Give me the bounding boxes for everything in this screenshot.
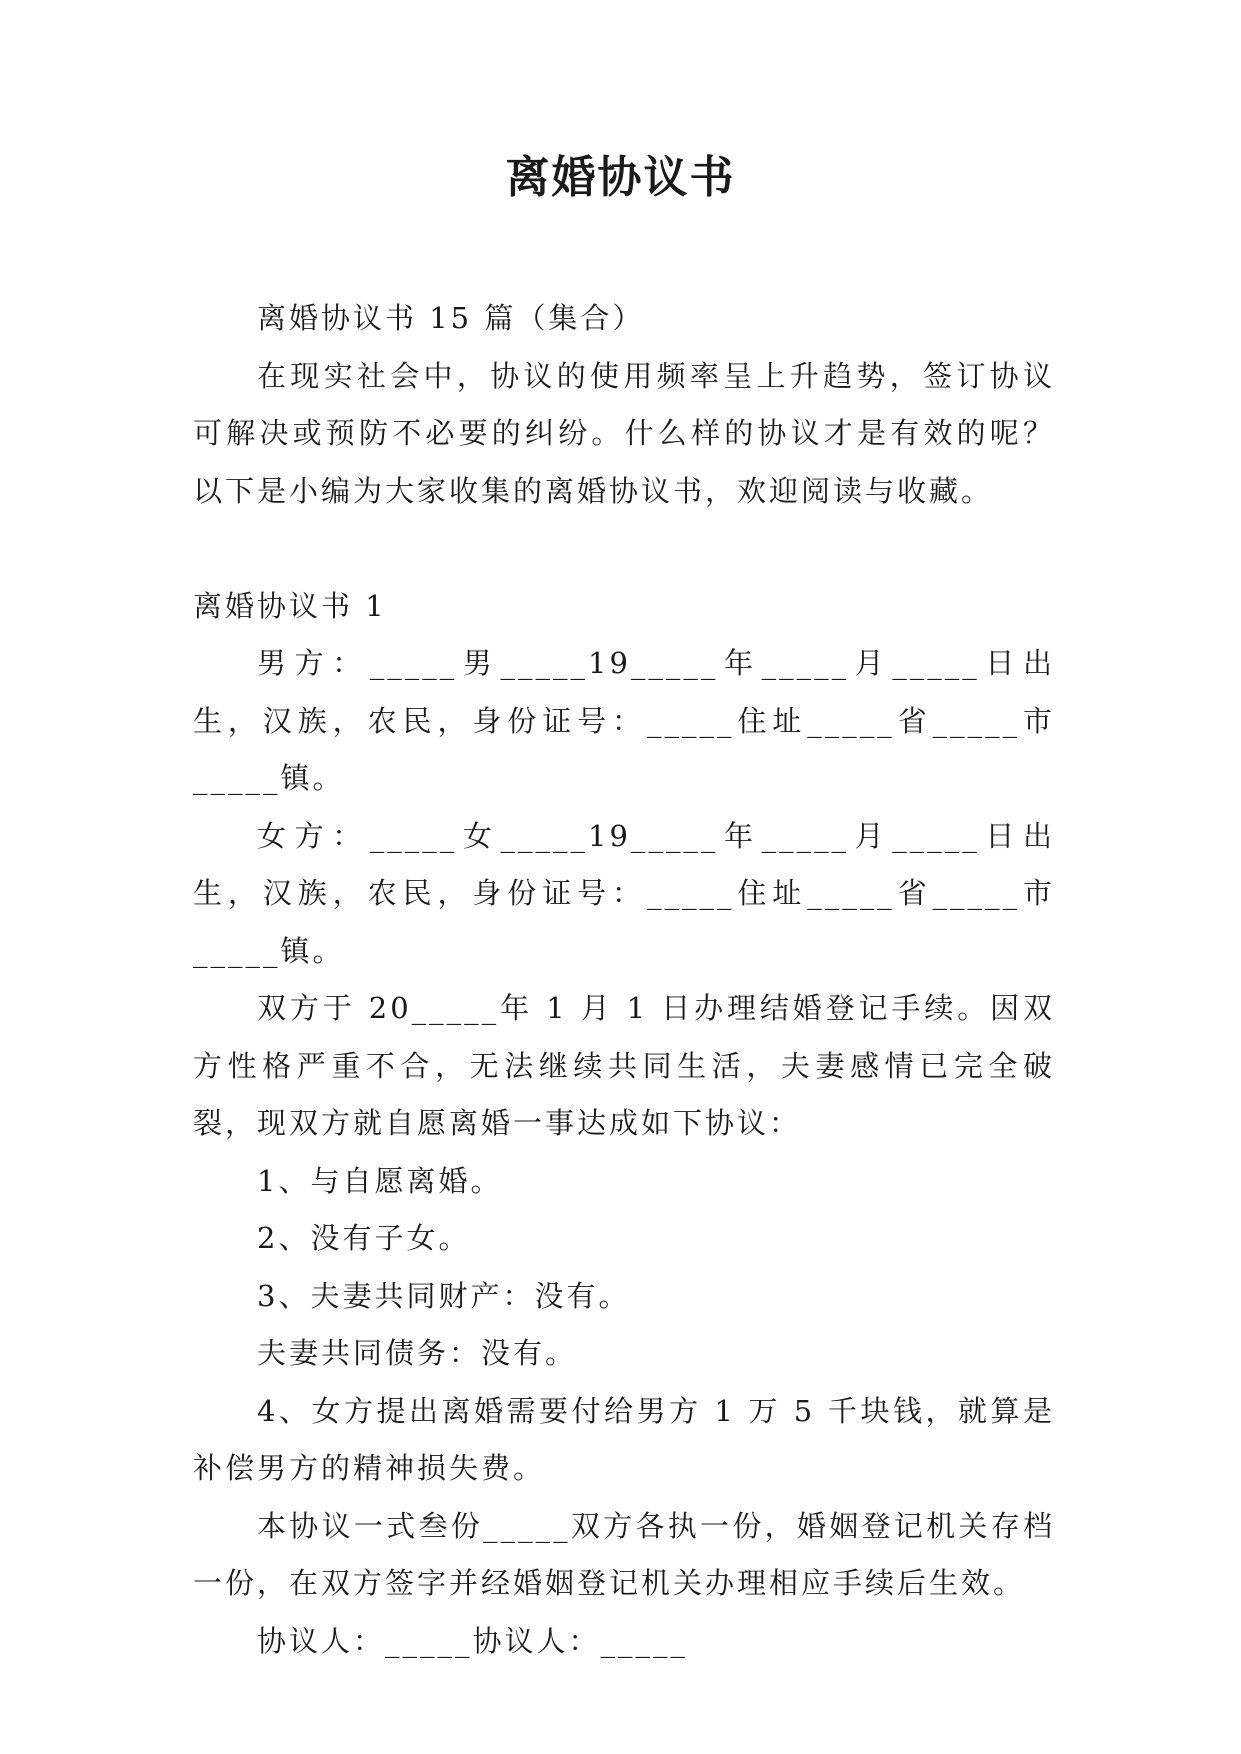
man-info-paragraph: 男方：_____男_____19_____年_____月_____日出生，汉族，农民，身份证号：_____住址_____省_____市_____镇。: [193, 646, 1055, 795]
clause-3: 3、夫妻共同财产：没有。: [257, 1278, 631, 1313]
intro-paragraph: 在现实社会中，协议的使用频率呈上升趋势，签订协议可解决或预防不必要的纠纷。什么样的协议才是有效的呢？以下是小编为大家收集的离婚协议书，欢迎阅读与收藏。: [193, 358, 1055, 508]
clause-2: 2、没有子女。: [257, 1221, 471, 1255]
document-title: 离婚协议书: [505, 152, 736, 203]
woman-info-paragraph: 女方：_____女_____19_____年_____月_____日出生，汉族，农民，身份证号：_____住址_____省_____市_____镇。: [193, 818, 1055, 968]
clause-1: 1、与自愿离婚。: [257, 1163, 503, 1198]
copies-paragraph: 本协议一式叁份_____双方各执一份，婚姻登记机关存档一份，在双方签字并经婚姻登记机关办理相应手续后生效。: [193, 1508, 1055, 1600]
collection-subtitle: 离婚协议书 15 篇（集合）: [257, 301, 645, 335]
signature-line: 协议人：_____协议人：_____: [257, 1623, 689, 1658]
section-heading: 离婚协议书 1: [193, 588, 387, 623]
document-body: [193, 290, 1055, 1670]
background-paragraph: 双方于 20_____年 1 月 1 日办理结婚登记手续。因双方性格严重不合，无法继续共同生活，夫妻感情已完全破裂，现双方就自愿离婚一事达成如下协议：: [193, 991, 1055, 1140]
debt-paragraph: 夫妻共同债务：没有。: [257, 1336, 578, 1370]
clause-4: 4、女方提出离婚需要付给男方 1 万 5 千块钱，就算是补偿男方的精神损失费。: [193, 1393, 1055, 1485]
paragraph-spacer: [193, 520, 1055, 578]
